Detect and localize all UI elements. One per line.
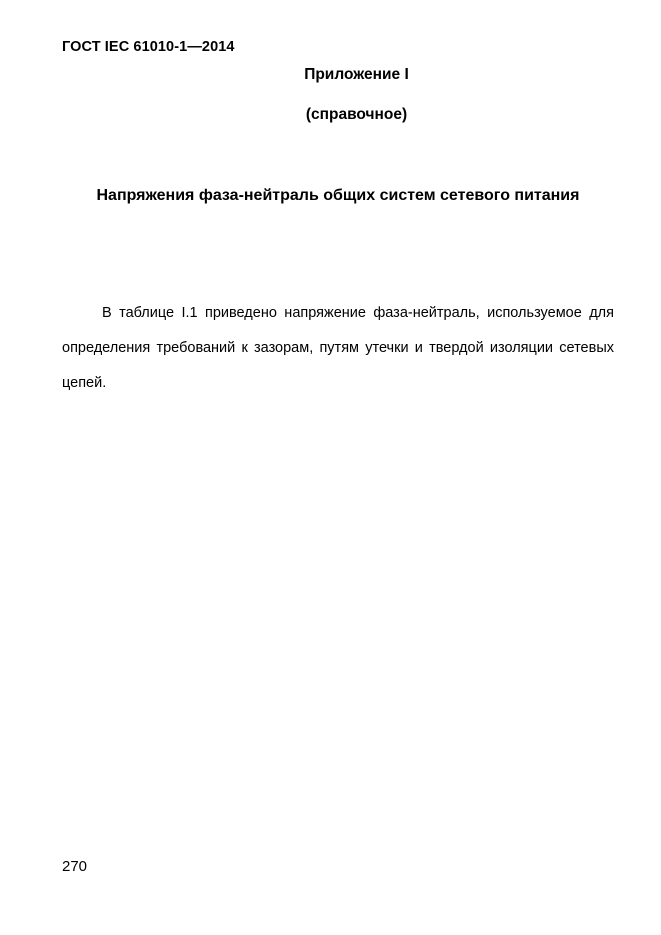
section-heading: Напряжения фаза-нейтраль общих систем сетевого питания: [96, 187, 580, 204]
body-paragraph: В таблице I.1 приведено напряжение фаза-нейтраль, используемое для определения требований к зазорам, путям утечки и твердой изоляции сетевых цепей.: [62, 305, 614, 391]
document-code: ГОСТ IEC 61010-1—2014: [62, 39, 235, 55]
appendix-kind: (справочное): [305, 106, 408, 123]
appendix-title: Приложение I: [304, 66, 409, 83]
page-number: 270: [62, 858, 88, 875]
